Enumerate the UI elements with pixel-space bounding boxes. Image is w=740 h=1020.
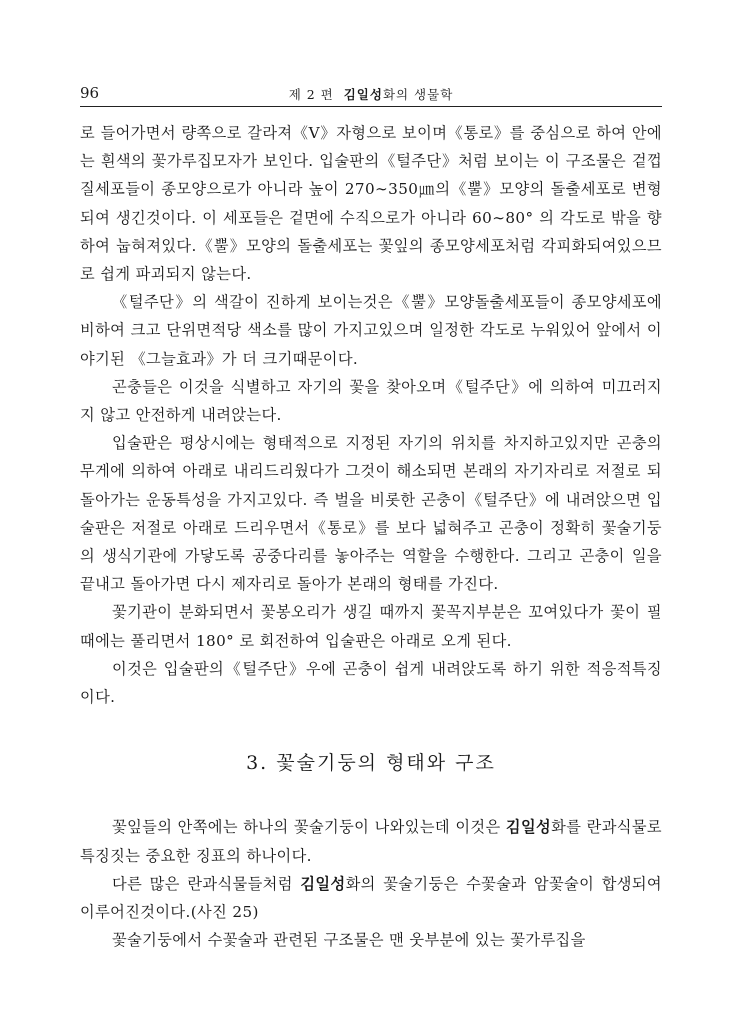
paragraph: 입술판은 평상시에는 형태적으로 지정된 자기의 위치를 차지하고있지만 곤충의 무게에 의하여 아래로 내리드리웠다가 그것이 해소되면 본래의 자기자리로 저절로 되돌아가는 운동특성을 가지고있다. 즉 벌을 비롯한 곤충이《털주단》에 내려앉으면 입술판은 저절로 아래로 드리우면서《통로》를 보다 넓혀주고 곤충이 정확히 꽃술기둥의 생식기관에 가닿도록 공중다리를 놓아주는 역할을 수행한다. 그리고 곤충이 일을 끝내고 돌아가면 다시 제자리로 돌아가 본래의 형태를 가진다. — [80, 434, 662, 594]
body-text — [80, 119, 662, 954]
page-number: 96 — [80, 84, 100, 102]
running-title-name: 김일성 — [343, 87, 383, 102]
paragraph: 《털주단》의 색갈이 진하게 보이는것은《뿔》모양돌출세포들이 종모양세포에 비하여 크고 단위면적당 색소를 많이 가지고있으며 일정한 각도로 누워있어 앞에서 이야기된 《그늘효과》가 더 크기때문이다. — [80, 293, 662, 368]
running-title-rest: 화의 생물학 — [382, 87, 454, 102]
paragraph: 이것은 입술판의《털주단》우에 곤충이 쉽게 내려앉도록 하기 위한 적응적특징이다. — [80, 659, 662, 707]
paragraph-text: 다른 많은 란과식물들처럼 — [112, 874, 301, 893]
paragraph: 곤충들은 이것을 식별하고 자기의 꽃을 찾아오며《털주단》에 의하여 미끄러지지 않고 안전하게 내려앉는다. — [80, 377, 662, 425]
paragraph-text: 화를 란과식물로 특징짓는 중요한 징표의 하나이다. — [80, 818, 662, 865]
paragraph — [80, 813, 662, 869]
paragraph-text: 꽃잎들의 안쪽에는 하나의 꽃술기둥이 나와있는데 이것은 — [112, 818, 506, 837]
running-title-part: 제 2 편 — [288, 87, 334, 102]
paragraph: 꽃기관이 분화되면서 꽃봉오리가 생길 때까지 꽃꼭지부분은 꼬여있다가 꽃이 필 때에는 풀리면서 180° 로 회전하여 입술판은 아래로 오게 된다. — [80, 603, 662, 650]
paragraph: 꽃술기둥에서 수꽃술과 관련된 구조물은 맨 웃부분에 있는 꽃가루집을 — [112, 931, 586, 950]
name-bold: 김일성 — [300, 874, 346, 893]
page-header — [80, 82, 662, 107]
paragraph — [80, 870, 662, 926]
section-heading: 3. 꽃술기둥의 형태와 구조 — [246, 752, 496, 775]
paragraph: 로 들어가면서 량쪽으로 갈라져《V》자형으로 보이며《통로》를 중심으로 하여 안에는 흰색의 꽃가루집모자가 보인다. 입술판의《털주단》처럼 보이는 이 구조물은 겉껍질세포들이 종모양으로가 아니라 높이 270∼350㎛의《뿔》모양의 돌출세포로 변형되여 생긴것이다. 이 세포들은 겉면에 수직으로가 아니라 60∼80° 의 각도로 밖을 향하여 눕혀져있다.《뿔》모양의 돌출세포는 꽃잎의 종모양세포처럼 각피화되여있으므로 쉽게 파괴되지 않는다. — [80, 124, 662, 284]
running-title — [80, 85, 662, 103]
document-page — [80, 82, 662, 954]
paragraph-text: 화의 꽃술기둥은 수꽃술과 암꽃술이 합생되여 이루어진것이다.(사진 25) — [80, 874, 662, 922]
name-bold: 김일성 — [505, 818, 552, 837]
